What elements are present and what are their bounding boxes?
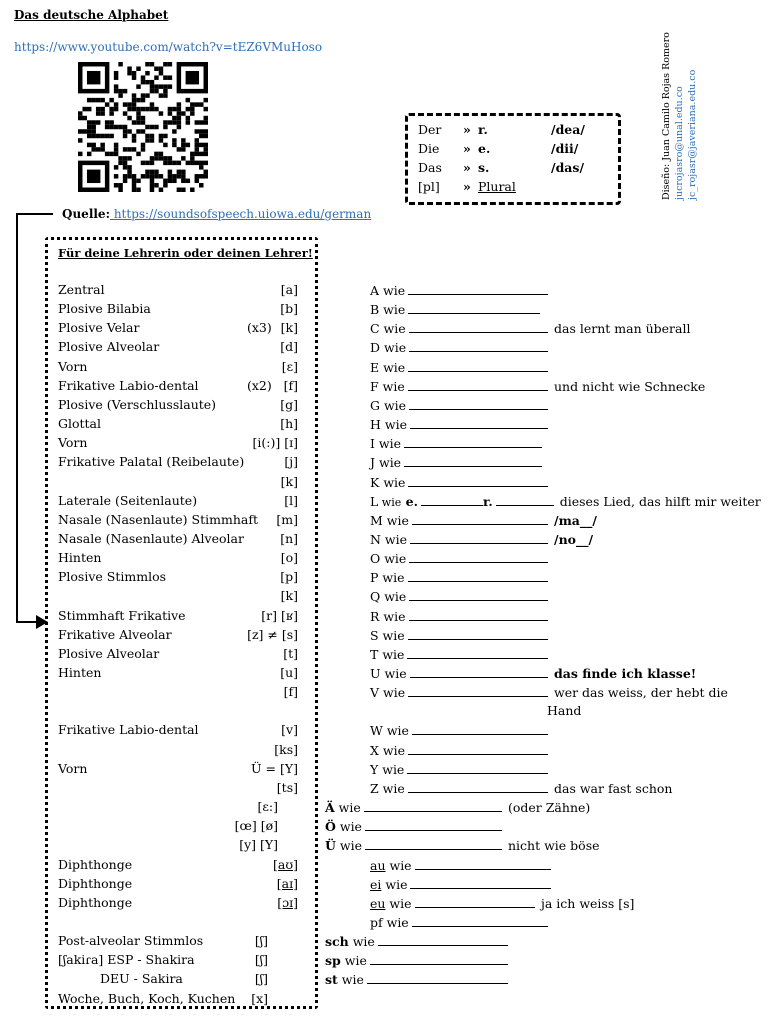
alphabet-letter: B (370, 302, 380, 318)
alphabet-row (370, 531, 593, 549)
phonetic-ipa: [g] (280, 396, 298, 412)
alphabet-row (370, 493, 761, 511)
article-e-marker: e. (401, 493, 418, 509)
phonetic-label: Plosive (Verschlusslaute) (58, 396, 217, 412)
phonetic-label: Laterale (Seitenlaute) (58, 492, 198, 508)
phonetic-row (58, 857, 308, 875)
alphabet-wie: wie (380, 589, 407, 605)
article-sym: » (463, 179, 471, 194)
phonetic-ipa: [y] [Y] (239, 837, 278, 853)
phonetic-ipa: [u] (280, 665, 298, 680)
answer-blank[interactable] (364, 799, 502, 812)
source-line (62, 207, 371, 221)
phonetic-ipa: [x] (251, 990, 268, 1006)
answer-blank[interactable] (408, 301, 540, 314)
article-word: Der (418, 122, 442, 137)
phonetic-label: Post-alveolar Stimmlos (58, 933, 204, 949)
phonetic-row (58, 818, 308, 836)
alphabet-letter: J (370, 455, 376, 471)
alphabet-letter: E (370, 359, 380, 375)
alphabet-wie: wie (380, 531, 408, 547)
phonetic-ipa: [d] (280, 339, 298, 355)
alphabet-row (325, 799, 590, 817)
alphabet-row (370, 914, 548, 932)
alphabet-row (370, 895, 634, 913)
phonetic-ipa: [ʃ] (254, 971, 268, 987)
article-word: [pl] (418, 179, 440, 194)
phonetic-row (58, 780, 308, 798)
alphabet-row (370, 378, 705, 396)
phonetic-label: Diphthonge (58, 894, 133, 910)
credits-email-1[interactable]: jucrojasro@unal.edu.co (674, 86, 685, 200)
phonetic-label: Vorn (58, 358, 88, 374)
alphabet-extra: ja ich weiss [s] (541, 895, 635, 911)
phonetic-row (58, 608, 308, 626)
alphabet-wie: wie (378, 742, 405, 758)
phonetic-ipa: [b] (280, 301, 298, 317)
phonetic-row (58, 914, 308, 932)
alphabet-row (370, 454, 542, 472)
answer-blank[interactable] (415, 857, 551, 870)
alphabet-wie: wie (385, 857, 412, 873)
answer-blank[interactable] (415, 895, 535, 908)
teacher-box-heading: Für deine Lehrerin oder deinen Lehrer! (58, 246, 313, 260)
answer-blank[interactable] (410, 665, 548, 678)
alphabet-wie: wie (379, 283, 406, 298)
phonetic-ipa: [r] [ʁ] (261, 607, 298, 623)
phonetic-ipa: [v] (281, 722, 298, 738)
answer-blank[interactable] (404, 435, 542, 448)
alphabet-wie: wie (335, 819, 362, 835)
alphabet-row (370, 627, 548, 645)
article-sym: » (463, 141, 471, 156)
phonetic-ipa: [h] (280, 416, 298, 432)
alphabet-letter: V (370, 685, 380, 701)
phonetic-row (58, 627, 308, 645)
alphabet-letter: ei (370, 876, 382, 892)
phonetic-ipa: [ks] (274, 741, 298, 757)
alphabet-wie: wie (334, 800, 361, 816)
phonetic-ipa: [ɛ:] (257, 799, 278, 815)
phonetic-label: Vorn (58, 760, 88, 776)
alphabet-wie: wie (379, 359, 406, 375)
phonetic-ipa: [k] (280, 473, 298, 489)
answer-blank[interactable] (409, 550, 548, 563)
answer-blank[interactable] (410, 876, 551, 889)
alphabet-extra: das war fast schon (554, 780, 673, 796)
alphabet-row (370, 665, 696, 683)
alphabet-letter: sp (325, 953, 341, 969)
phonetic-ipa: [m] (276, 511, 298, 527)
alphabet-row (370, 588, 548, 606)
alphabet-letter: F (370, 378, 379, 394)
alphabet-letter: Ä (325, 800, 335, 816)
alphabet-row (325, 837, 600, 855)
alphabet-extra: wer das weiss, der hebt die (554, 685, 728, 701)
answer-blank[interactable] (409, 397, 548, 410)
alphabet-wie: wie (379, 321, 406, 337)
alphabet-letter: M (370, 512, 383, 528)
phonetic-ipa: Ü = [Y] (251, 760, 298, 776)
connector-line-top (17, 213, 53, 215)
phonetic-label: Diphthonge (58, 875, 133, 891)
article-sym: » (463, 122, 471, 137)
alphabet-wie: wie (380, 397, 407, 413)
phonetic-row (58, 454, 308, 472)
alphabet-extra: (oder Zähne) (508, 800, 591, 816)
alphabet-wie: wie (378, 646, 405, 662)
phonetic-row (58, 359, 308, 377)
answer-blank[interactable] (421, 493, 483, 506)
phonetic-ipa: [f] (283, 684, 298, 700)
credits-design: Diseño: Juan Camilo Rojas Romero (661, 32, 672, 200)
phonetic-row (58, 991, 308, 1009)
answer-blank[interactable] (365, 818, 502, 831)
phonetic-count: (x2) (247, 377, 272, 393)
answer-blank[interactable] (404, 454, 542, 467)
alphabet-letter: D (370, 340, 381, 356)
alphabet-letter: st (325, 972, 338, 988)
answer-blank[interactable] (408, 569, 549, 582)
alphabet-letter: U (370, 666, 381, 681)
phonetic-row (58, 933, 308, 951)
answer-blank[interactable] (408, 378, 548, 391)
answer-blank[interactable] (370, 952, 508, 965)
credits-email-2[interactable]: jc_rojasr@javeriana.edu.co (687, 69, 698, 200)
alphabet-wie: wie (380, 417, 407, 433)
alphabet-row (370, 569, 548, 587)
answer-blank[interactable] (407, 646, 548, 659)
alphabet-wie: wie (379, 685, 406, 701)
alphabet-wie: wie (337, 972, 364, 988)
alphabet-letter: Y (370, 761, 379, 777)
answer-blank[interactable] (412, 914, 548, 927)
alphabet-extra: /ma__/ (554, 512, 597, 528)
alphabet-row (370, 474, 548, 492)
answer-blank[interactable] (408, 474, 548, 487)
alphabet-row (370, 761, 548, 779)
phonetic-label: Hinten (58, 665, 102, 680)
alphabet-letter: Ö (325, 819, 336, 835)
alphabet-row (370, 282, 548, 300)
article-abbr: r. (478, 122, 488, 137)
alphabet-extra: das finde ich klasse! (554, 666, 697, 681)
alphabet-wie: wie (380, 340, 407, 356)
phonetic-row (58, 531, 308, 549)
phonetic-ipa: [aɪ] (276, 875, 298, 891)
phonetic-label: Frikative Labio-dental (58, 722, 199, 738)
phonetic-row (58, 493, 308, 511)
phonetic-label: Plosive Alveolar (58, 645, 160, 661)
phonetic-label: Nasale (Nasenlaute) Alveolar (58, 530, 244, 546)
phonetic-row (58, 282, 308, 300)
phonetic-row (58, 550, 308, 568)
phonetic-row (58, 474, 308, 492)
phonetic-label: Plosive Alveolar (58, 339, 160, 355)
phonetic-ipa: [o] (280, 550, 298, 566)
alphabet-letter: sch (325, 934, 349, 950)
answer-blank[interactable] (378, 933, 508, 946)
phonetic-row (58, 435, 308, 453)
answer-blank[interactable] (496, 493, 554, 506)
phonetic-label: Plosive Bilabia (58, 301, 151, 317)
phonetic-row (58, 320, 308, 338)
alphabet-extra: das lernt man überall (554, 321, 691, 337)
alphabet-extra: /no__/ (554, 531, 594, 547)
phonetic-row (58, 876, 308, 894)
youtube-link[interactable]: https://www.youtube.com/watch?v=tEZ6VMuHoso (14, 40, 323, 54)
alphabet-row (325, 818, 502, 836)
phonetic-count: (x3) (247, 320, 272, 336)
alphabet-wie: wie (379, 608, 406, 624)
phonetic-ipa: [œ] [ø] (234, 818, 278, 834)
alphabet-wie: wie (385, 895, 412, 911)
phonetic-ipa: [z] ≠ [s] (247, 626, 298, 642)
alphabet-letter: C (370, 321, 380, 337)
alphabet-wie: wie (378, 378, 405, 394)
alphabet-row (370, 608, 548, 626)
phonetic-label: Stimmhaft Frikative (58, 607, 186, 623)
alphabet-wie: wie (382, 512, 409, 528)
answer-blank[interactable] (409, 588, 548, 601)
phonetic-row (58, 397, 308, 415)
alphabet-row (370, 876, 551, 894)
phonetic-ipa: [i(:)] [ɪ] (252, 435, 298, 451)
phonetic-label: Woche, Buch, Koch, Kuchen (58, 990, 236, 1006)
alphabet-row (325, 952, 508, 970)
alphabet-wie: wie (335, 838, 362, 854)
phonetic-row (58, 378, 308, 396)
phonetic-row (58, 339, 308, 357)
alphabet-row (325, 971, 508, 989)
phonetic-ipa: [n] (280, 530, 298, 546)
alphabet-letter: N (370, 531, 381, 547)
phonetic-ipa: [t] (283, 645, 298, 661)
article-sym: » (463, 160, 471, 175)
phonetic-row (58, 684, 308, 702)
answer-blank[interactable] (408, 627, 548, 640)
alphabet-wie: wie (382, 723, 409, 739)
article-abbr: Plural (478, 179, 516, 194)
answer-blank[interactable] (410, 531, 548, 544)
phonetic-label: Zentral (58, 282, 105, 297)
phonetic-ipa: [ʃ] (254, 952, 268, 968)
article-word: Die (418, 141, 440, 156)
phonetic-row (58, 971, 308, 989)
alphabet-row (325, 933, 508, 951)
phonetic-ipa: [aʊ] (273, 856, 298, 872)
alphabet-letter: au (370, 857, 386, 873)
phonetic-label: DEU - Sakira (100, 971, 183, 987)
alphabet-wie: wie (378, 780, 405, 796)
alphabet-letter: pf (370, 914, 383, 930)
phonetic-ipa: [ʃ] (254, 933, 268, 949)
phonetic-row (58, 837, 308, 855)
phonetic-row (58, 895, 308, 913)
alphabet-letter: Ü (325, 838, 336, 854)
phonetic-label: Frikative Labio-dental (58, 377, 199, 393)
source-label: Quelle: (62, 207, 110, 221)
phonetic-label: Frikative Palatal (Reibelaute) (58, 454, 245, 470)
article-word: Das (418, 160, 442, 175)
phonetic-label: Nasale (Nasenlaute) Stimmhaft (58, 511, 258, 527)
phonetic-row (58, 512, 308, 530)
answer-blank[interactable] (408, 359, 548, 372)
phonetic-ipa: [ts] (276, 779, 298, 795)
alphabet-row (370, 320, 690, 338)
article-abbr: e. (478, 141, 491, 156)
alphabet-row (370, 857, 551, 875)
phonetic-label: Glottal (58, 416, 102, 432)
alphabet-extra: dieses Lied, das hilft mir weiter (559, 493, 761, 509)
alphabet-extra: nicht wie böse (508, 838, 600, 854)
phonetic-row (58, 588, 308, 606)
alphabet-letter: O (370, 551, 381, 567)
answer-blank[interactable] (409, 608, 549, 621)
phonetic-ipa: [ɛ] (281, 358, 298, 374)
phonetic-row (58, 703, 308, 721)
article-ipa: /dea/ (551, 122, 585, 137)
article-ipa: /dii/ (551, 141, 579, 156)
phonetic-row (58, 416, 308, 434)
phonetic-label: [ʃakiɾa] ESP - Shakira (58, 952, 195, 968)
answer-blank[interactable] (412, 512, 548, 525)
phonetic-row (58, 761, 308, 779)
phonetic-label: Vorn (58, 435, 88, 451)
answer-blank[interactable] (409, 320, 548, 333)
alphabet-wie: wie (380, 551, 407, 567)
phonetic-label: Hinten (58, 550, 102, 566)
alphabet-letter: T (370, 646, 379, 662)
alphabet-letter: I (370, 436, 375, 452)
alphabet-letter: eu (370, 895, 386, 911)
alphabet-wie: wie (379, 474, 406, 490)
alphabet-wie: wie (378, 627, 405, 643)
alphabet-row (370, 301, 540, 319)
alphabet-letter: X (370, 742, 379, 758)
alphabet-wie: wie (381, 876, 408, 892)
alphabet-letter: K (370, 474, 380, 490)
phonetic-row (58, 742, 308, 760)
alphabet-letter: G (370, 397, 380, 413)
phonetic-ipa: [j] (284, 454, 298, 470)
credits (660, 32, 699, 200)
phonetic-row (58, 569, 308, 587)
answer-blank[interactable] (367, 971, 508, 984)
answer-blank[interactable] (410, 416, 548, 429)
alphabet-row (370, 512, 597, 530)
source-link[interactable]: https://soundsofspeech.uiowa.edu/german (110, 207, 372, 221)
connector-line-vertical (16, 213, 18, 622)
alphabet-letter: S (370, 627, 379, 643)
alphabet-wie: wie (378, 495, 402, 509)
alphabet-letter: Q (370, 589, 381, 605)
page-title: Das deutsche Alphabet (14, 8, 169, 22)
alphabet-wie: wie (348, 934, 375, 950)
phonetic-ipa: [k] (280, 320, 298, 336)
alphabet-row (370, 684, 728, 702)
alphabet-wie: wie (375, 455, 402, 471)
phonetic-row (58, 301, 308, 319)
answer-blank[interactable] (408, 684, 548, 697)
alphabet-letter: H (370, 417, 381, 433)
phonetic-label: Frikative Alveolar (58, 626, 172, 642)
alphabet-wie: wie (340, 953, 367, 969)
alphabet-wie: wie (374, 436, 402, 452)
phonetic-row (58, 665, 308, 683)
phonetic-ipa: [p] (280, 569, 298, 585)
phonetic-row (58, 722, 308, 740)
phonetic-row (58, 952, 308, 970)
phonetic-ipa: [ɔɪ] (277, 894, 298, 910)
alphabet-row (370, 397, 548, 415)
alphabet-row (370, 742, 548, 760)
article-ipa: /das/ (551, 160, 585, 175)
answer-blank[interactable] (407, 761, 548, 774)
answer-blank[interactable] (408, 780, 548, 793)
alphabet-letter: Z (370, 780, 379, 796)
alphabet-extra: und nicht wie Schnecke (554, 378, 706, 394)
article-box (405, 113, 621, 205)
article-r-marker: r. (482, 493, 493, 509)
phonetic-ipa: [l] (284, 492, 298, 508)
alphabet-wie: wie (379, 302, 406, 318)
alphabet-letter: R (370, 608, 380, 624)
alphabet-wie: wie (378, 570, 405, 586)
alphabet-wie: wie (378, 761, 405, 777)
phonetic-ipa: [a] (280, 282, 298, 297)
alphabet-wie: wie (380, 666, 407, 681)
answer-blank[interactable] (365, 837, 502, 850)
alphabet-row (370, 722, 548, 740)
alphabet-letter: P (370, 570, 379, 586)
phonetic-ipa: [f] (283, 377, 298, 393)
alphabet-extra: Hand (547, 703, 582, 719)
alphabet-letter: W (370, 723, 383, 739)
phonetic-label: Plosive Velar (58, 320, 140, 336)
alphabet-wie: wie (382, 914, 409, 930)
answer-blank[interactable] (409, 339, 548, 352)
answer-blank[interactable] (408, 742, 548, 755)
alphabet-letter: A (370, 283, 380, 298)
answer-blank[interactable] (408, 282, 548, 295)
phonetic-label: Plosive Stimmlos (58, 569, 167, 585)
alphabet-row (370, 550, 548, 568)
alphabet-row (370, 646, 548, 664)
phonetic-label: Diphthonge (58, 856, 133, 872)
alphabet-row (370, 435, 542, 453)
article-abbr: s. (478, 160, 490, 175)
phonetic-ipa: [k] (280, 588, 298, 604)
alphabet-row (370, 416, 548, 434)
alphabet-row (370, 339, 548, 357)
alphabet-row (547, 703, 581, 721)
alphabet-row (370, 780, 672, 798)
phonetic-row (58, 646, 308, 664)
alphabet-row (370, 359, 548, 377)
qr-code-icon (78, 62, 208, 192)
answer-blank[interactable] (412, 722, 548, 735)
phonetic-row (58, 799, 308, 817)
alphabet-letter: L (370, 493, 379, 509)
